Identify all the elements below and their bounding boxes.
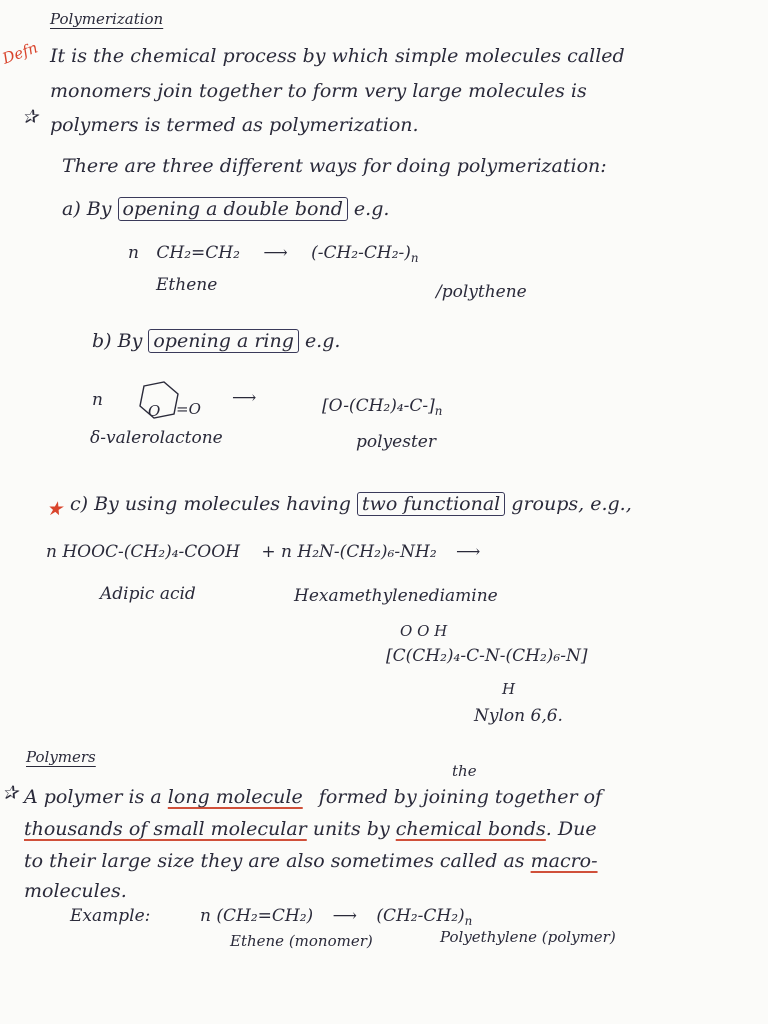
def-line-3: polymers is termed as polymerization.: [50, 114, 419, 136]
insert-word-the: the: [452, 762, 477, 780]
way-a-line: [62, 198, 389, 220]
diamine-formula: + n H₂N-(CH₂)₆-NH₂: [261, 542, 437, 562]
way-a-name-right: /polythene: [436, 282, 527, 302]
way-a-label: a) By: [62, 198, 112, 220]
way-b-label: b) By: [92, 330, 143, 352]
line3-a: to their large size they are also sometimes called as: [24, 850, 525, 872]
polymer-line-2: [24, 818, 597, 840]
example-right-name: Polyethylene (polymer): [440, 928, 616, 946]
section-heading-polymers: Polymers: [26, 748, 96, 766]
eq-right: (-CH₂-CH₂-): [311, 243, 411, 263]
line3-underlined: macro-: [530, 850, 598, 872]
way-c-boxed: two functional: [357, 492, 505, 516]
nylon-bottom-h: H: [502, 680, 516, 698]
line2-b: units by: [312, 818, 390, 840]
polymer-line-1: [24, 786, 602, 808]
line1-b: formed by joining together of: [318, 786, 603, 808]
polyester-sub: n: [434, 404, 443, 419]
arrow-icon: ⟶: [263, 243, 288, 263]
example-left-name: Ethene (monomer): [230, 932, 373, 950]
line2-c: . Due: [545, 818, 597, 840]
adipic-name: Adipic acid: [100, 584, 196, 604]
way-c-equation: [46, 542, 480, 562]
polymer-line-3: [24, 850, 598, 872]
way-b-name-right: polyester: [356, 432, 436, 452]
line2-underlined-2: chemical bonds: [395, 818, 546, 840]
way-a-eg: e.g.: [353, 198, 390, 220]
definition-tag: Defn: [0, 38, 41, 68]
eq-left: CH₂=CH₂: [156, 243, 240, 263]
example-label: Example:: [70, 906, 151, 926]
polymer-line-4: molecules.: [24, 880, 127, 902]
line1-underlined: long molecule: [167, 786, 303, 808]
line2-underlined-1: thousands of small molecular: [24, 818, 307, 840]
example-monomer: n (CH₂=CH₂): [200, 906, 314, 926]
nylon-formula: [C(CH₂)₄-C-N-(CH₂)₆-N]: [386, 646, 588, 666]
way-c-rest: groups, e.g.,: [511, 493, 632, 515]
way-b-product: [322, 396, 442, 418]
section-heading-polymerization: Polymerization: [50, 10, 164, 28]
example-polymer: (CH₂-CH₂): [376, 906, 465, 926]
way-c-label: c) By using molecules having: [70, 493, 351, 515]
way-b-line: [92, 330, 340, 352]
way-c-line: [70, 493, 632, 515]
way-b-eg: e.g.: [304, 330, 341, 352]
nylon-name: Nylon 6,6.: [474, 706, 563, 726]
way-b-name-left: δ-valerolactone: [90, 428, 223, 448]
ring-o-label: O: [148, 402, 161, 420]
way-a-name-left: Ethene: [156, 275, 218, 295]
line1-a: A polymer is a: [24, 786, 162, 808]
def-line-1: It is the chemical process by which simple molecules called: [50, 45, 625, 67]
example-equation: [200, 906, 472, 928]
polyester-formula: [O-(CH₂)₄-C-]: [322, 396, 435, 416]
def-line-2: monomers join together to form very large molecules is: [50, 80, 587, 102]
star-icon-2: ✰: [2, 782, 18, 804]
way-b-arrow: ⟶: [232, 388, 257, 408]
eq-n: n: [128, 243, 139, 263]
star-icon: ✰: [22, 106, 38, 128]
way-b-boxed: opening a ring: [148, 329, 299, 353]
way-c-arrow: ⟶: [456, 542, 481, 562]
example-arrow: ⟶: [332, 906, 357, 926]
nylon-top-labels: O O H: [400, 622, 448, 640]
way-a-equation: [128, 243, 419, 265]
intro-line: There are three different ways for doing polymerization:: [62, 155, 607, 177]
red-star-icon: ★: [46, 498, 64, 520]
carbonyl-label: =O: [176, 400, 201, 418]
eq-right-sub: n: [410, 251, 419, 266]
way-b-n: n: [92, 390, 103, 410]
adipic-formula: n HOOC-(CH₂)₄-COOH: [46, 542, 240, 562]
example-sub: n: [464, 914, 473, 929]
way-a-boxed: opening a double bond: [118, 197, 348, 221]
diamine-name: Hexamethylenediamine: [294, 586, 498, 606]
